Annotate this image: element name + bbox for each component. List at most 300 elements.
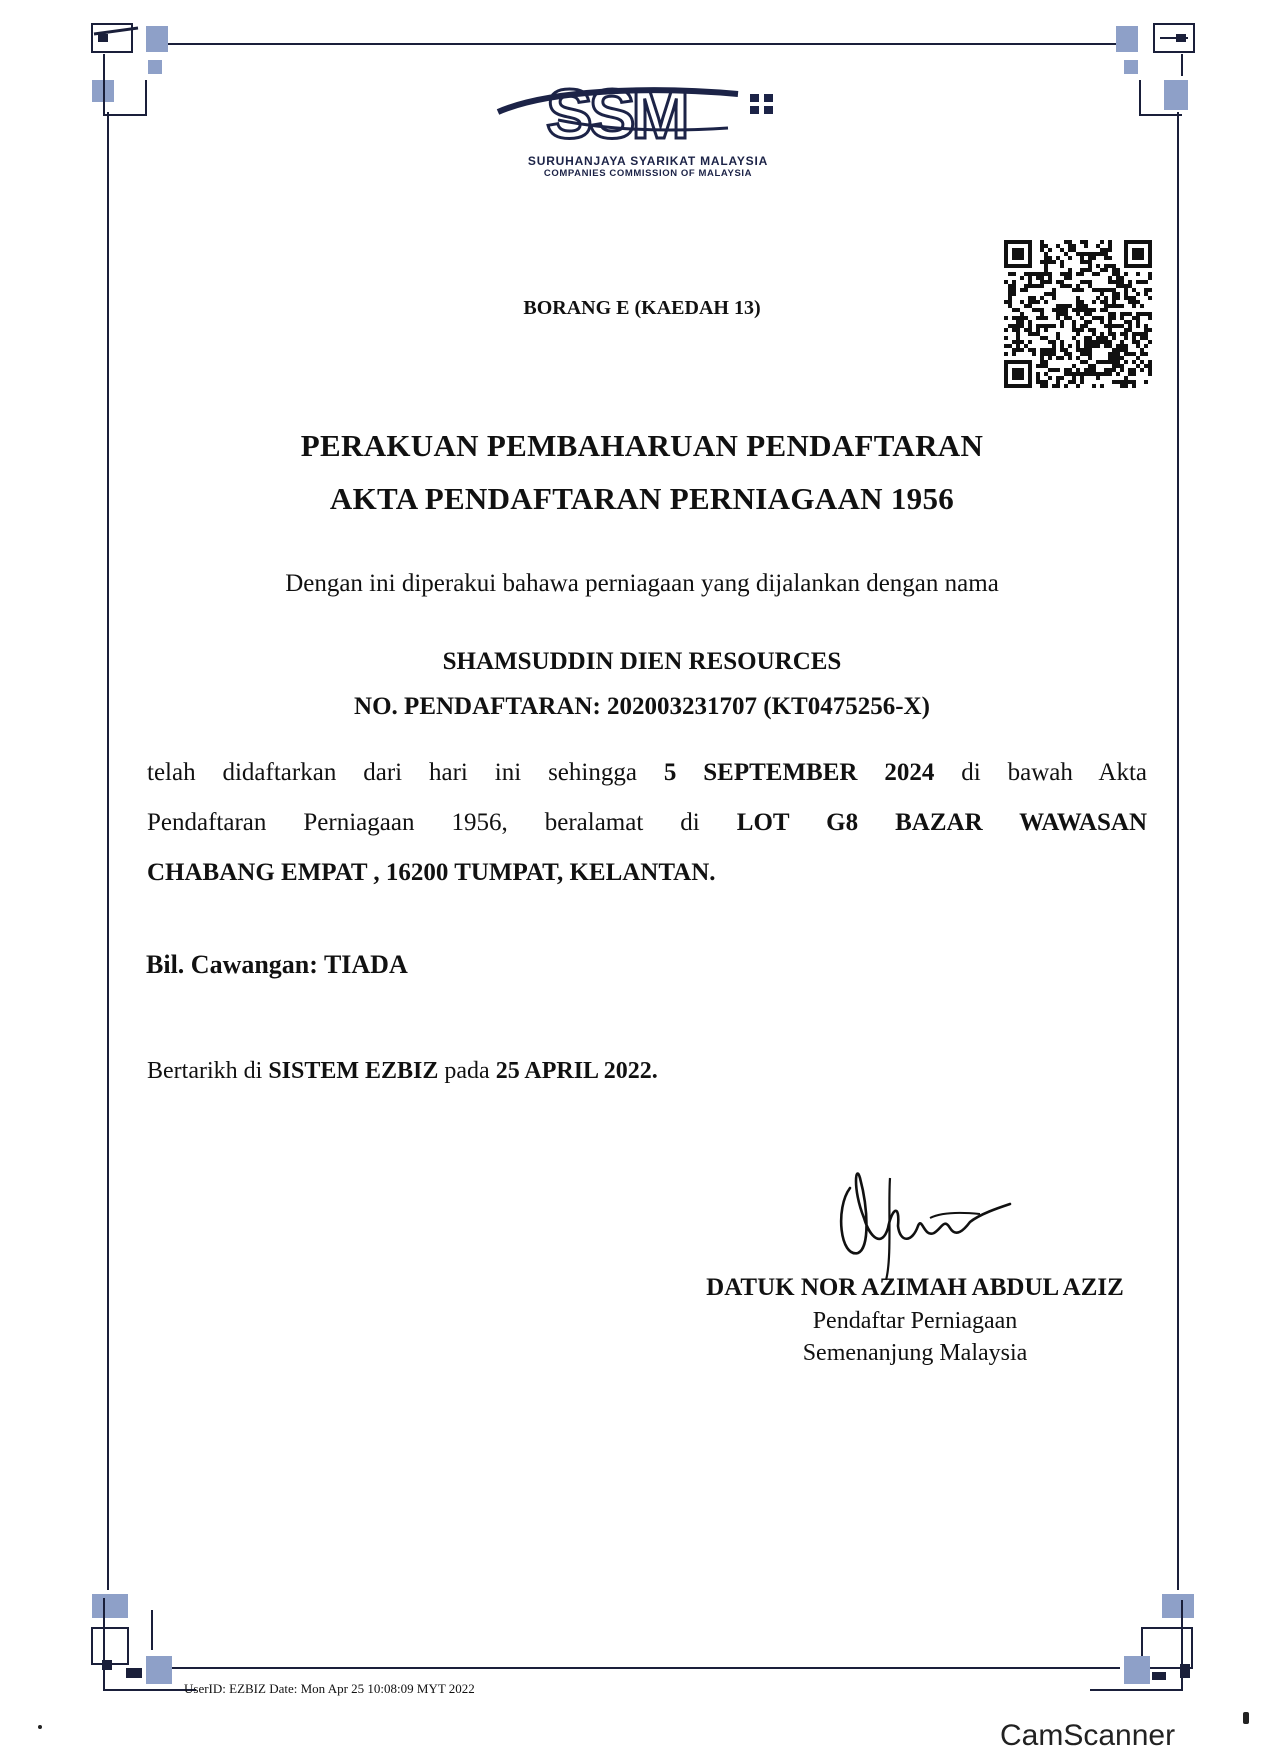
issue-date-line [147,1058,658,1085]
qr-module [1056,244,1060,248]
qr-module [1120,348,1124,352]
qr-module [1120,332,1124,336]
signatory-role: Pendaftar Perniagaan [812,1308,1018,1334]
qr-module [1012,288,1016,292]
qr-module [1148,288,1152,292]
qr-module [1120,364,1124,368]
qr-module [1068,344,1072,348]
qr-module [1116,352,1120,356]
qr-module [1136,320,1140,324]
qr-module [1096,264,1100,268]
qr-module [1116,324,1120,328]
qr-module [1044,324,1048,328]
qr-module [1032,332,1036,336]
qr-module [1012,284,1016,288]
dated-prefix: Bertarikh di [147,1058,269,1084]
qr-module [1004,328,1008,332]
qr-module [1052,288,1056,292]
qr-module [1080,260,1084,264]
qr-module [1136,332,1140,336]
qr-module [1012,292,1016,296]
qr-module [1040,280,1044,284]
qr-module [1024,344,1028,348]
frame-left-line [107,112,109,1590]
qr-module [1052,324,1056,328]
qr-module [1048,276,1052,280]
issuing-system: SISTEM EZBIZ [268,1058,439,1084]
qr-module [1040,348,1044,352]
qr-module [1096,360,1100,364]
qr-module [1084,368,1088,372]
qr-module [1020,288,1024,292]
qr-module [1108,276,1112,280]
qr-module [1044,360,1048,364]
qr-module [1008,292,1012,296]
scan-speck [38,1725,42,1729]
address-line2: CHABANG EMPAT , 16200 TUMPAT, KELANTAN. [147,859,716,886]
qr-module [1012,280,1016,284]
qr-module [1068,276,1072,280]
qr-module [1076,344,1080,348]
qr-module [1016,344,1020,348]
qr-module [1132,380,1136,384]
qr-module [1084,348,1088,352]
qr-module [1088,348,1092,352]
qr-module [1020,340,1024,344]
qr-module [1044,364,1048,368]
qr-module [1104,344,1108,348]
qr-module [1124,332,1128,336]
qr-module [1060,324,1064,328]
qr-module [1132,332,1136,336]
qr-module [1100,360,1104,364]
qr-module [1104,264,1108,268]
qr-module [1084,372,1088,376]
qr-module [1112,352,1116,356]
qr-module [1144,364,1148,368]
qr-module [1084,324,1088,328]
qr-module [1108,360,1112,364]
qr-module [1076,356,1080,360]
qr-module [1068,352,1072,356]
qr-module [1044,244,1048,248]
qr-module [1040,276,1044,280]
corner-ornament-top-right [1088,20,1198,130]
qr-module [1004,336,1008,340]
qr-module [1032,272,1036,276]
qr-module [1044,272,1048,276]
qr-module [1004,280,1008,284]
qr-module [1036,364,1040,368]
qr-module [1060,320,1064,324]
qr-module [1148,360,1152,364]
qr-module [1076,288,1080,292]
qr-module [1108,288,1112,292]
qr-module [1024,328,1028,332]
qr-module [1128,368,1132,372]
qr-module [1084,320,1088,324]
qr-module [1120,384,1124,388]
qr-module [1044,256,1048,260]
qr-module [1132,340,1136,344]
qr-module [1008,288,1012,292]
qr-module [1108,264,1112,268]
registration-number: NO. PENDAFTARAN: 202003231707 (KT0475256-X) [354,693,930,720]
qr-module [1056,336,1060,340]
qr-module [1144,288,1148,292]
qr-module [1148,276,1152,280]
qr-module [1052,344,1056,348]
qr-module [1088,268,1092,272]
qr-module [1064,276,1068,280]
qr-module [1040,352,1044,356]
qr-module [1044,372,1048,376]
qr-module [1044,328,1048,332]
qr-module [1080,352,1084,356]
qr-module [1096,340,1100,344]
qr-module [1108,240,1112,244]
qr-module [1056,280,1060,284]
qr-module [1144,352,1148,356]
qr-module [1080,328,1084,332]
qr-module [1012,324,1016,328]
frame-top-line [165,43,1120,45]
qr-module [1048,272,1052,276]
qr-module [1128,372,1132,376]
qr-module [1148,272,1152,276]
qr-module [1072,328,1076,332]
qr-module [1012,348,1016,352]
qr-module [1028,280,1032,284]
qr-module [1088,336,1092,340]
qr-module [1100,332,1104,336]
qr-module [1068,268,1072,272]
qr-module [1036,324,1040,328]
qr-module [1088,284,1092,288]
qr-module [1068,284,1072,288]
qr-module [1056,380,1060,384]
qr-module [1140,348,1144,352]
qr-module [1024,288,1028,292]
svg-text:SSM: SSM [546,75,686,152]
qr-module [1096,272,1100,276]
qr-module [1048,292,1052,296]
qr-module [1068,248,1072,252]
qr-module [1040,284,1044,288]
qr-module [1104,340,1108,344]
qr-module [1080,252,1084,256]
qr-module [1064,384,1068,388]
qr-module [1036,328,1040,332]
certificate-title-line2: AKTA PENDAFTARAN PERNIAGAAN 1956 [329,481,955,516]
qr-module [1064,284,1068,288]
qr-module [1088,344,1092,348]
qr-module [1016,340,1020,344]
qr-module [1060,248,1064,252]
qr-module [1148,372,1152,376]
qr-module [1076,328,1080,332]
qr-module [1104,248,1108,252]
qr-module [1100,248,1104,252]
qr-module [1052,292,1056,296]
qr-module [1028,284,1032,288]
qr-module [1128,320,1132,324]
scan-speck [1243,1712,1249,1724]
intro-text: Dengan ini diperakui bahawa perniagaan yang dijalankan dengan nama [285,570,999,597]
qr-module [1096,376,1100,380]
qr-module [1124,384,1128,388]
qr-module [1124,272,1128,276]
expiry-date: 5 SEPTEMBER 2024 [663,759,935,786]
qr-module [1108,344,1112,348]
qr-module [1080,256,1084,260]
qr-module [1040,248,1044,252]
qr-module [1116,272,1120,276]
qr-module [1040,364,1044,368]
qr-module [1024,284,1028,288]
qr-module [1060,356,1064,360]
qr-module [1088,260,1092,264]
qr-module [1128,380,1132,384]
qr-module [1084,280,1088,284]
qr-module [1108,248,1112,252]
qr-module [1040,260,1044,264]
qr-module [1136,356,1140,360]
qr-module [1100,336,1104,340]
qr-module [1112,380,1116,384]
qr-module [1028,328,1032,332]
dated-connector: pada [438,1058,496,1084]
qr-module [1144,332,1148,336]
qr-module [1112,324,1116,328]
qr-module [1076,252,1080,256]
qr-module [1020,348,1024,352]
qr-module [1084,252,1088,256]
qr-module [1124,360,1128,364]
qr-module [1144,280,1148,284]
qr-module [1148,364,1152,368]
qr-module [1116,280,1120,284]
qr-module [1104,368,1108,372]
qr-module [1108,324,1112,328]
qr-module [1116,268,1120,272]
qr-module [1072,364,1076,368]
qr-module [1080,360,1084,364]
qr-module [1044,292,1048,296]
qr-module [1088,368,1092,372]
qr-module [1136,272,1140,276]
qr-module [1056,256,1060,260]
qr-module [1108,320,1112,324]
qr-module [1092,332,1096,336]
qr-module [1132,336,1136,340]
validity-paragraph-line1 [147,748,1147,798]
qr-module [1096,252,1100,256]
qr-module [1052,340,1056,344]
qr-module [1096,336,1100,340]
qr-module [1120,368,1124,372]
qr-module [1072,372,1076,376]
qr-module [1044,252,1048,256]
qr-module [1112,364,1116,368]
qr-module [1148,328,1152,332]
qr-module [1108,328,1112,332]
qr-module [1040,244,1044,248]
form-reference: BORANG E (KAEDAH 13) [523,297,761,319]
qr-module [1120,344,1124,348]
qr-module [1104,324,1108,328]
qr-module [1080,280,1084,284]
qr-module [1088,340,1092,344]
qr-module [1124,320,1128,324]
qr-module [1068,380,1072,384]
qr-module [1016,332,1020,336]
qr-module [1068,272,1072,276]
qr-module [1048,248,1052,252]
org-name-english: COMPANIES COMMISSION OF MALAYSIA [543,168,753,179]
qr-module [1136,364,1140,368]
qr-module [1008,324,1012,328]
qr-module [1128,328,1132,332]
qr-module [1060,348,1064,352]
qr-module [1076,340,1080,344]
qr-module [1072,244,1076,248]
qr-module [1104,372,1108,376]
qr-module [1136,340,1140,344]
qr-module [1124,376,1128,380]
qr-module [1140,368,1144,372]
qr-module [1060,344,1064,348]
act-text: di bawah Akta [934,759,1147,786]
qr-module [1092,328,1096,332]
qr-module [1064,368,1068,372]
qr-module [1044,260,1048,264]
qr-module [1112,292,1116,296]
qr-module [1140,332,1144,336]
qr-module [1052,348,1056,352]
qr-module [1076,332,1080,336]
qr-module [1072,320,1076,324]
qr-module [1136,292,1140,296]
qr-module [1112,280,1116,284]
qr-module [1120,280,1124,284]
qr-module [1024,272,1028,276]
qr-module [1020,276,1024,280]
qr-module [1084,360,1088,364]
qr-module [1056,332,1060,336]
qr-module [1080,268,1084,272]
qr-module [1128,284,1132,288]
qr-module [1100,240,1104,244]
qr-module [1112,348,1116,352]
qr-module [1140,280,1144,284]
qr-module [1044,380,1048,384]
qr-module [1124,352,1128,356]
qr-module [1120,356,1124,360]
qr-module [1120,276,1124,280]
qr-module [1120,380,1124,384]
qr-module [1084,352,1088,356]
qr-module [1108,368,1112,372]
qr-module [1032,352,1036,356]
qr-module [1108,352,1112,356]
qr-module [1068,368,1072,372]
qr-module [1036,380,1040,384]
qr-module [1008,272,1012,276]
qr-module [1068,256,1072,260]
qr-module [1060,260,1064,264]
qr-module [1124,288,1128,292]
qr-module [1092,364,1096,368]
qr-module [1084,268,1088,272]
qr-module [1032,348,1036,352]
qr-module [1072,376,1076,380]
qr-module [1116,284,1120,288]
qr-module [1012,340,1016,344]
qr-module [1064,352,1068,356]
qr-module [1100,268,1104,272]
qr-module [1048,356,1052,360]
corner-ornament-bottom-right [1088,1590,1198,1700]
qr-module [1108,372,1112,376]
qr-module [1108,244,1112,248]
qr-module [1088,264,1092,268]
qr-module [1124,284,1128,288]
qr-module [1060,284,1064,288]
qr-module [1124,336,1128,340]
qr-module [1068,356,1072,360]
qr-module [1136,344,1140,348]
qr-module [1124,348,1128,352]
qr-module [1088,252,1092,256]
qr-module [1104,288,1108,292]
qr-module [1044,384,1048,388]
qr-module [1132,368,1136,372]
qr-module [1008,284,1012,288]
qr-module [1040,324,1044,328]
scanner-watermark: CamScanner [1000,1719,1176,1752]
qr-module [1008,344,1012,348]
qr-module [1020,320,1024,324]
qr-module [1016,336,1020,340]
qr-module [1036,332,1040,336]
qr-module [1100,288,1104,292]
qr-module [1092,368,1096,372]
qr-module [1140,360,1144,364]
qr-module [1120,324,1124,328]
qr-module [1028,276,1032,280]
qr-module [1064,252,1068,256]
qr-module [1124,292,1128,296]
qr-module [1064,240,1068,244]
qr-module [1020,324,1024,328]
qr-module [1112,288,1116,292]
qr-module [1144,328,1148,332]
qr-module [1032,284,1036,288]
qr-module [1132,384,1136,388]
qr-module [1132,360,1136,364]
qr-module [1048,324,1052,328]
qr-module [1040,360,1044,364]
qr-module [1048,376,1052,380]
qr-module [1116,292,1120,296]
qr-module [1116,380,1120,384]
qr-module [1012,272,1016,276]
qr-module [1060,280,1064,284]
qr-module [1112,272,1116,276]
signatory-name: DATUK NOR AZIMAH ABDUL AZIZ [706,1274,1124,1301]
qr-module [1088,320,1092,324]
